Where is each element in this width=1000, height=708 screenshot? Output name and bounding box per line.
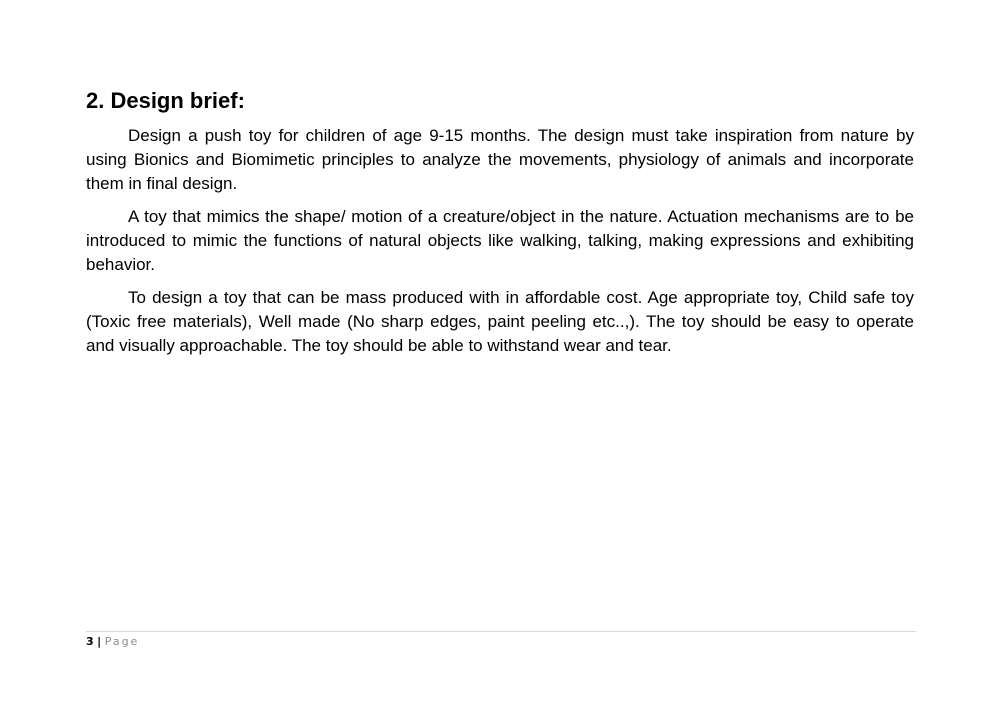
- paragraph-1: Design a push toy for children of age 9-15 months. The design must take inspiration from nature by using Bionics and Biomimetic principles to analyze the movements, physiology of animals and incorporate them in final design.: [86, 126, 914, 193]
- section-heading: 2. Design brief:: [86, 88, 245, 113]
- page-footer: [86, 634, 139, 650]
- paragraph-2: A toy that mimics the shape/ motion of a creature/object in the nature. Actuation mechanisms are to be introduced to mimic the functions of natural objects like walking, talking, making expressions and exhibiting behavior.: [86, 207, 914, 274]
- page-number: 3: [86, 635, 94, 648]
- footer-divider: [86, 631, 916, 632]
- paragraph-3: To design a toy that can be mass produced with in affordable cost. Age appropriate toy, Child safe toy (Toxic free materials), Well made (No sharp edges, paint peeling etc..,). The toy should be easy to operate and visually approachable. The toy should be able to withstand wear and tear.: [86, 288, 914, 355]
- page-label: Page: [104, 635, 140, 648]
- footer-separator: |: [97, 635, 102, 648]
